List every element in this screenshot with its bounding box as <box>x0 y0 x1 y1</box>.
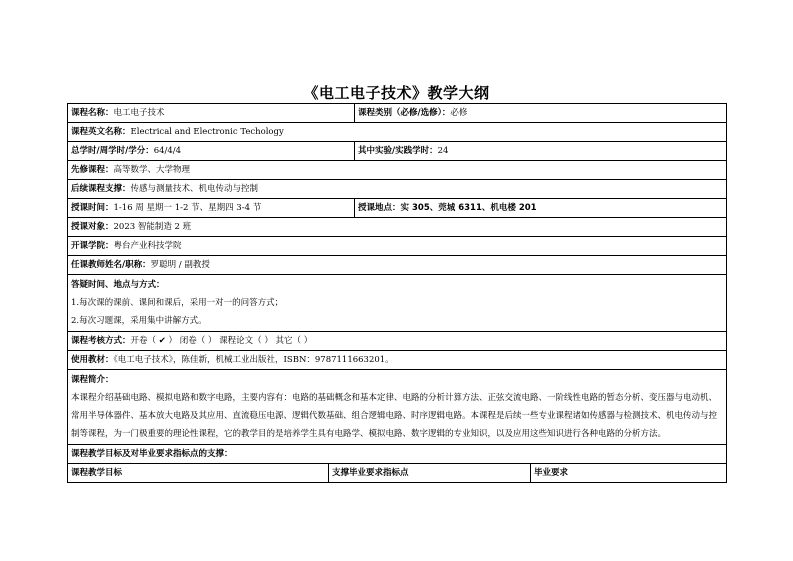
row-time-place <box>68 199 727 218</box>
hours-value: 64/4/4 <box>153 146 182 156</box>
place-label: 授课地点： <box>358 203 401 213</box>
row-target <box>68 218 727 237</box>
time-label: 授课时间： <box>71 203 114 213</box>
followup-value: 传感与测量技术、机电传动与控制 <box>130 184 259 194</box>
row-textbook <box>68 351 727 370</box>
course-type-value: 必修 <box>450 108 468 118</box>
exam-value: 开卷（ ✔ ） 闭卷（ ） 课程论文（ ） 其它（ ） <box>130 336 313 346</box>
course-en-label: 课程英文名称： <box>71 127 131 137</box>
course-en-value: Electrical and Electronic Techology <box>130 127 284 137</box>
textbook-label: 使用教材： <box>71 355 114 365</box>
target-label: 授课对象： <box>71 222 114 232</box>
prereq-value: 高等数学、大学物理 <box>113 165 191 175</box>
syllabus-table <box>67 103 727 483</box>
intro-label: 课程简介： <box>71 375 114 385</box>
goals-col-objective: 课程教学目标 <box>71 468 123 478</box>
qa-line-1: 1.每次课的课前、课间和课后，采用一对一的问答方式； <box>71 298 284 308</box>
document-title: 《电工电子技术》教学大纲 <box>303 84 490 102</box>
goals-header-label: 课程教学目标及对毕业要求指标点的支撑： <box>71 449 233 459</box>
row-teacher <box>68 256 727 275</box>
row-college <box>68 237 727 256</box>
target-value: 2023 智能制造 2 班 <box>113 222 192 232</box>
lab-hours-label: 其中实验/实践学时： <box>358 146 438 156</box>
followup-label: 后续课程支撑： <box>71 184 131 194</box>
time-value: 1-16 周 星期一 1-2 节、星期四 3-4 节 <box>113 203 262 213</box>
row-goals-header <box>68 445 727 464</box>
row-followup <box>68 180 727 199</box>
row-course-en <box>68 123 727 142</box>
lab-hours-value: 24 <box>437 146 449 156</box>
row-course-name <box>68 104 727 123</box>
row-exam <box>68 332 727 351</box>
teacher-label: 任课教师姓名/职称： <box>71 260 151 270</box>
place-value: 实 305、莞城 6311、机电楼 201 <box>400 203 537 213</box>
textbook-value: 《电工电子技术》，陈佳新，机械工业出版社，ISBN：9787111663201。 <box>113 355 394 365</box>
teacher-value: 罗聪明 / 副教授 <box>150 260 210 270</box>
intro-text: 本课程介绍基础电路、模拟电路和数字电路，主要内容有：电路的基础概念和基本定律、电路的分析计算方法、正弦交流电路、一阶线性电路的暂态分析、变压器与电动机、常用半导体器件、基本放大电路及其应用、直流稳压电源、逻辑代数基础、组合逻辑电路、时序逻辑电路。本课程是后续一些专业课程诸如传感器与检测技术、机电传动与控制等课程，为一门极重要的理论性课程，它的教学目的是培养学生具有电路学、模拟电路、数字逻辑的专业知识，以及应用这些知识进行各种电路的分析方法。 <box>71 393 718 439</box>
course-type-label: 课程类别（必修/选修）： <box>358 108 451 118</box>
goals-col-indicator: 支撑毕业要求指标点 <box>332 468 409 478</box>
qa-label: 答疑时间、地点与方式： <box>71 280 165 290</box>
row-qa <box>68 275 727 332</box>
prereq-label: 先修课程： <box>71 165 114 175</box>
row-goals-columns <box>68 464 727 483</box>
hours-label: 总学时/周学时/学分： <box>71 146 154 156</box>
course-name-value: 电工电子技术 <box>113 108 165 118</box>
goals-col-requirement: 毕业要求 <box>534 468 569 478</box>
course-name-label: 课程名称： <box>71 108 114 118</box>
row-intro <box>68 370 727 445</box>
college-value: 粤台产业科技学院 <box>113 241 182 251</box>
row-hours <box>68 142 727 161</box>
row-prereq <box>68 161 727 180</box>
exam-label: 课程考核方式： <box>71 336 131 346</box>
college-label: 开课学院： <box>71 241 114 251</box>
qa-line-2: 2.每次习题课，采用集中讲解方式。 <box>71 316 207 326</box>
